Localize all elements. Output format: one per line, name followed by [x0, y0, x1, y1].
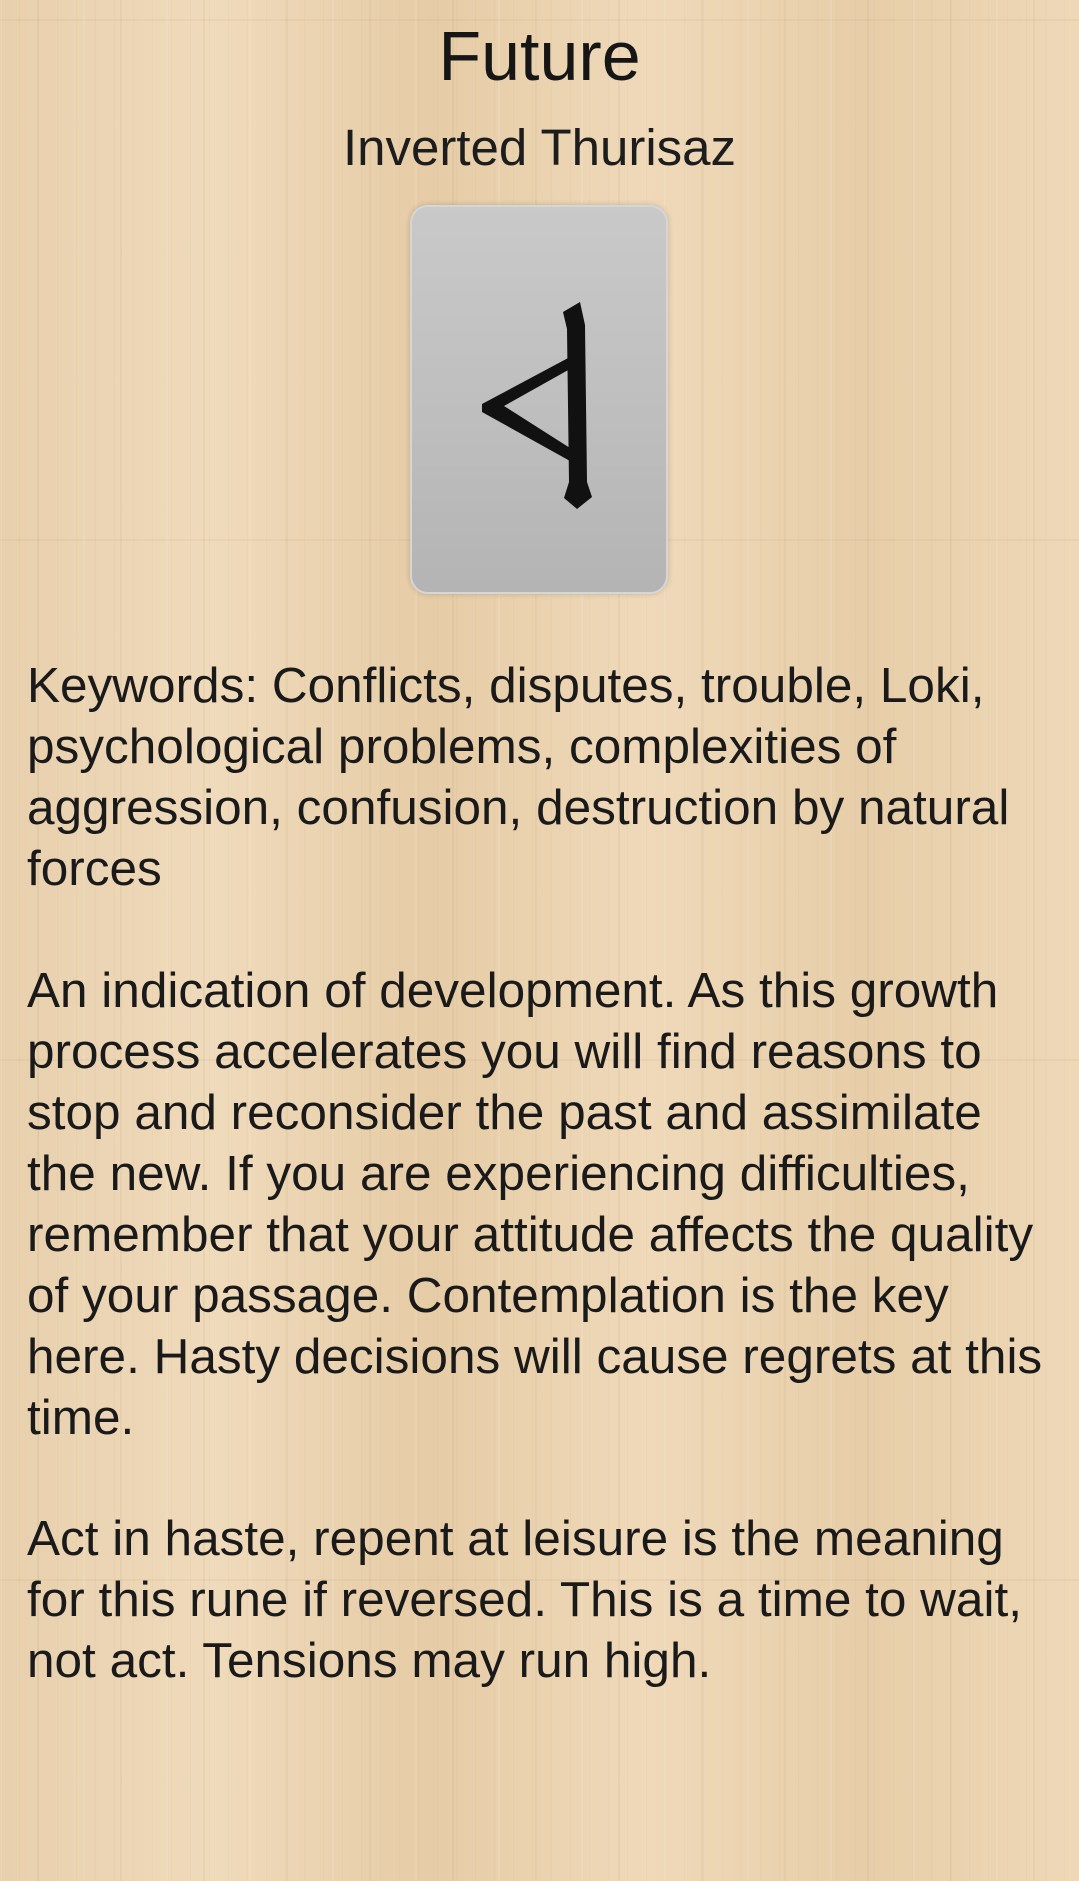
meaning-paragraph: An indication of development. As this growth process accelerates you will find reasons to stop and reconsider the past and assimilate the new. If you are experiencing difficulties, remember that your attitude affects the quality of your passage. Contemplation is the key here. Hasty decisions will cause regrets at this time.: [27, 963, 1043, 1445]
keywords-text: Keywords: Conflicts, disputes, trouble, Loki, psychological problems, complexities of aggression, confusion, destruction by natural forces: [27, 658, 1010, 896]
rune-card[interactable]: [410, 205, 668, 594]
position-title: Future: [438, 17, 641, 95]
reversed-meaning-paragraph: Act in haste, repent at leisure is the meaning for this rune if reversed. This is a time to wait, not act. Tensions may run high.: [27, 1511, 1022, 1688]
thurisaz-inverted-rune-icon: [412, 207, 666, 592]
rune-name: Inverted Thurisaz: [342, 119, 737, 176]
